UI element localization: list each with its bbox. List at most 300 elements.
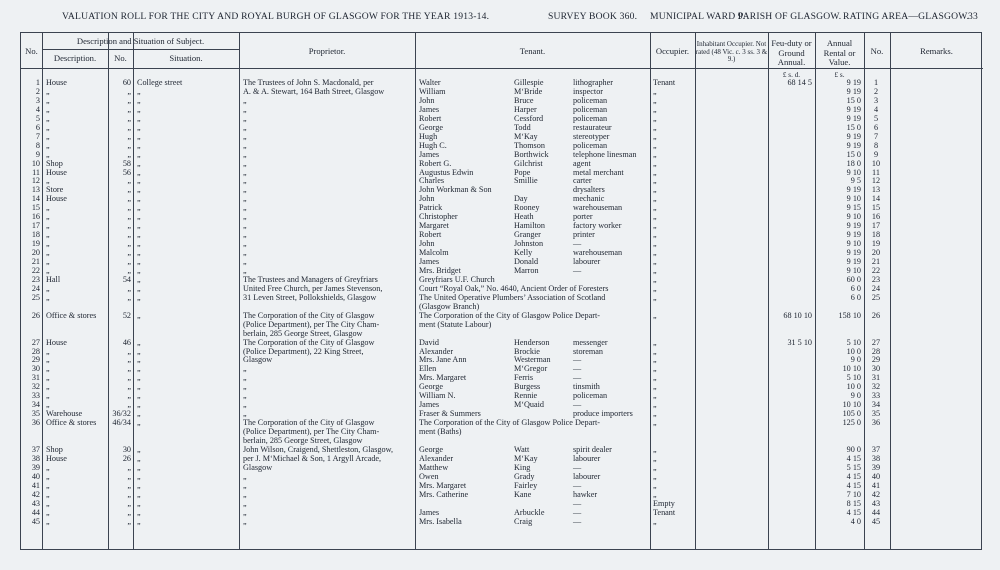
- description-cell: „: [46, 230, 50, 240]
- street-number-cell: „: [127, 400, 131, 410]
- proprietor-cell: The Corporation of the City of Glasgow: [243, 310, 375, 320]
- tenant-first-cell: William: [419, 86, 446, 96]
- tenant-last-cell: M‘Bride: [514, 86, 543, 96]
- street-number-cell: „: [127, 265, 131, 275]
- row-no-right: 37: [871, 444, 881, 454]
- situation-cell: „: [137, 507, 141, 517]
- occupier-cell: „: [653, 364, 657, 374]
- proprietor-cell: (Police Department), per The City Cham-: [243, 427, 380, 437]
- description-cell: „: [46, 462, 50, 472]
- tenant-last-cell: Rooney: [514, 203, 540, 213]
- situation-cell: „: [137, 230, 141, 240]
- tenant-last-cell: Grady: [514, 471, 535, 481]
- proprietor-cell: „: [243, 516, 247, 526]
- annual-value-cell: 90 0: [846, 444, 861, 454]
- col-street-no: No.: [114, 53, 127, 63]
- annual-value-cell: 4 15: [846, 471, 861, 481]
- table-row: [21, 222, 983, 231]
- row-no: 12: [31, 176, 40, 186]
- street-number-cell: 36/32: [112, 409, 131, 419]
- annual-value-cell: 5 10: [846, 337, 861, 347]
- proprietor-cell: The Trustees of John S. Macdonald, per: [243, 78, 374, 87]
- table-row: [21, 482, 983, 491]
- table-row: [21, 339, 983, 348]
- situation-cell: „: [137, 149, 141, 159]
- occupier-cell: „: [653, 462, 657, 472]
- situation-cell: „: [137, 337, 141, 347]
- row-no: 40: [31, 471, 40, 481]
- annual-value-cell: 9 19: [846, 78, 861, 87]
- street-number-cell: 60: [122, 78, 131, 87]
- description-cell: „: [46, 212, 50, 222]
- description-cell: „: [46, 86, 50, 96]
- occupier-cell: „: [653, 355, 657, 365]
- tenant-last-cell: Watt: [514, 444, 530, 454]
- occupier-cell: Tenant: [653, 78, 676, 87]
- page-header: [0, 0, 1000, 26]
- row-no-right: 27: [871, 337, 881, 347]
- annual-value-cell: 10 10: [842, 400, 861, 410]
- proprietor-cell: „: [243, 230, 247, 240]
- street-number-cell: 46/34: [112, 418, 131, 428]
- street-number-cell: 58: [122, 158, 131, 168]
- annual-value-cell: 9 10: [846, 167, 861, 177]
- table-row: [21, 312, 983, 321]
- street-number-cell: „: [127, 462, 131, 472]
- street-number-cell: „: [127, 373, 131, 383]
- proprietor-cell: (Police Department), per The City Cham-: [243, 319, 380, 329]
- occupation-cell: warehouseman: [573, 248, 623, 258]
- annual-value-cell: 4 15: [846, 453, 861, 463]
- col-no: No.: [25, 46, 38, 56]
- street-number-cell: 26: [122, 453, 131, 463]
- row-no: 24: [31, 283, 40, 293]
- street-number-cell: „: [127, 248, 131, 258]
- row-no: 19: [31, 239, 40, 249]
- tenant-first-cell: John: [419, 239, 435, 249]
- row-no: 30: [31, 364, 40, 374]
- description-cell: „: [46, 149, 50, 159]
- situation-cell: „: [137, 203, 141, 213]
- occupation-cell: policeman: [573, 95, 608, 105]
- occupation-cell: policeman: [573, 113, 608, 123]
- situation-cell: „: [137, 409, 141, 419]
- description-cell: „: [46, 131, 50, 141]
- table-row: [21, 348, 983, 357]
- annual-value-cell: 158 10: [838, 310, 861, 320]
- tenant-first-cell: Alexander: [419, 453, 454, 463]
- row-no: 28: [31, 346, 40, 356]
- occupation-cell: labourer: [573, 257, 601, 266]
- tenant-first-cell: Mrs. Catherine: [419, 489, 469, 499]
- description-cell: House: [46, 78, 67, 87]
- row-no-right: 33: [871, 391, 881, 401]
- occupation-cell: policeman: [573, 391, 608, 401]
- tenant-first-cell: James: [419, 149, 440, 159]
- proprietor-cell: „: [243, 95, 247, 105]
- annual-value-cell: 5 15: [846, 462, 861, 472]
- row-no-right: 20: [871, 248, 881, 258]
- description-cell: „: [46, 203, 50, 213]
- occupation-cell: printer: [573, 230, 595, 240]
- occupier-cell: „: [653, 203, 657, 213]
- annual-value-cell: 4 15: [846, 507, 861, 517]
- occupation-cell: —: [573, 355, 582, 365]
- occupier-cell: „: [653, 257, 657, 266]
- annual-value-cell: 9 19: [846, 257, 861, 266]
- street-number-cell: „: [127, 185, 131, 195]
- proprietor-cell: „: [243, 471, 247, 481]
- description-cell: „: [46, 221, 50, 231]
- situation-cell: „: [137, 140, 141, 150]
- occupier-cell: „: [653, 158, 657, 168]
- proprietor-cell: „: [243, 507, 247, 517]
- feu-duty-cell: 31 5 10: [787, 337, 812, 347]
- annual-value-cell: 9 19: [846, 230, 861, 240]
- row-no-right: 44: [871, 507, 881, 517]
- row-no-right: 34: [871, 400, 881, 410]
- tenant-first-cell: John: [419, 194, 435, 204]
- row-no-right: 11: [872, 167, 880, 177]
- rating-area: RATING AREA—GLASGOW.: [843, 11, 970, 22]
- row-no: 45: [31, 516, 40, 526]
- occupier-cell: Tenant: [653, 507, 676, 517]
- proprietor-cell: „: [243, 113, 247, 123]
- street-number-cell: „: [127, 498, 131, 508]
- table-row: [21, 151, 983, 160]
- tenant-last-cell: Thomson: [514, 140, 545, 150]
- row-no-right: 41: [871, 480, 881, 490]
- row-no: 34: [31, 400, 40, 410]
- street-number-cell: „: [127, 471, 131, 481]
- proprietor-cell: „: [243, 122, 247, 132]
- tenant-first-cell: Owen: [419, 471, 439, 481]
- table-row: [21, 115, 983, 124]
- proprietor-cell: „: [243, 158, 247, 168]
- annual-value-cell: 9 19: [846, 185, 861, 195]
- occupier-cell: „: [653, 113, 657, 123]
- tenant-last-cell: Gilchrist: [514, 158, 543, 168]
- tenant-first-cell: Robert: [419, 113, 442, 123]
- occupier-cell: „: [653, 400, 657, 410]
- description-cell: „: [46, 489, 50, 499]
- street-number-cell: „: [127, 257, 131, 266]
- tenant-first-cell: Alexander: [419, 346, 454, 356]
- situation-cell: „: [137, 113, 141, 123]
- occupation-cell: inspector: [573, 86, 604, 96]
- situation-cell: „: [137, 355, 141, 365]
- occupation-cell: —: [573, 507, 582, 517]
- table-row: [21, 509, 983, 518]
- table-row: [21, 321, 983, 330]
- occupier-cell: „: [653, 167, 657, 177]
- tenant-first-cell: James: [419, 507, 440, 517]
- row-no: 33: [31, 391, 40, 401]
- row-no-right: 30: [871, 364, 881, 374]
- table-row: [21, 365, 983, 374]
- description-cell: Warehouse: [46, 409, 83, 419]
- tenant-first-cell: Margaret: [419, 221, 449, 231]
- tenant-last-cell: Fairley: [514, 480, 538, 490]
- col-feu-duty: Feu-duty or Ground Annual.: [771, 38, 812, 67]
- col-proprietor: Proprietor.: [308, 46, 346, 56]
- description-cell: „: [46, 516, 50, 526]
- occupation-cell: —: [573, 239, 582, 249]
- table-row: [21, 330, 983, 339]
- situation-cell: „: [137, 444, 141, 454]
- row-no-right: 39: [871, 462, 881, 472]
- feu-duty-cell: 68 14 5: [787, 78, 812, 87]
- street-number-cell: 54: [122, 274, 131, 284]
- row-no-right: 28: [871, 346, 881, 356]
- tenant-first-cell: ment (Baths): [419, 427, 462, 437]
- occupation-cell: —: [573, 516, 582, 526]
- street-number-cell: „: [127, 113, 131, 123]
- table-row: [21, 177, 983, 186]
- row-no: 44: [31, 507, 40, 517]
- row-no-right: 22: [871, 265, 881, 275]
- row-no-right: 42: [871, 489, 881, 499]
- occupation-cell: hawker: [573, 489, 598, 499]
- street-number-cell: „: [127, 382, 131, 392]
- row-no: 23: [31, 274, 40, 284]
- tenant-last-cell: M‘Gregor: [514, 364, 548, 374]
- row-no: 7: [35, 131, 40, 141]
- table-row: [21, 169, 983, 178]
- table-row: [21, 231, 983, 240]
- proprietor-cell: The Corporation of the City of Glasgow: [243, 337, 375, 347]
- table-row: [21, 240, 983, 249]
- description-cell: House: [46, 453, 67, 463]
- street-number-cell: „: [127, 140, 131, 150]
- tenant-first-cell: Mrs. Isabella: [419, 516, 462, 526]
- proprietor-cell: „: [243, 239, 247, 249]
- description-cell: House: [46, 337, 67, 347]
- row-no: 11: [32, 167, 40, 177]
- row-no-right: 40: [871, 471, 881, 481]
- tenant-last-cell: Henderson: [514, 337, 550, 347]
- row-no-right: 18: [871, 230, 881, 240]
- situation-cell: „: [137, 400, 141, 410]
- tenant-first-cell: The United Operative Plumbers’ Association of Scotland: [419, 292, 606, 302]
- description-cell: „: [46, 248, 50, 258]
- street-number-cell: 56: [122, 167, 131, 177]
- table-row: [21, 106, 983, 115]
- occupation-cell: policeman: [573, 140, 608, 150]
- occupation-cell: factory worker: [573, 221, 622, 231]
- situation-cell: „: [137, 453, 141, 463]
- description-cell: „: [46, 140, 50, 150]
- street-number-cell: „: [127, 176, 131, 186]
- description-cell: Shop: [46, 444, 63, 454]
- table-row: [21, 392, 983, 401]
- occupier-cell: „: [653, 149, 657, 159]
- proprietor-cell: Glasgow: [243, 462, 273, 472]
- street-number-cell: „: [127, 230, 131, 240]
- occupation-cell: —: [573, 498, 582, 508]
- occupation-cell: —: [573, 373, 582, 383]
- street-number-cell: „: [127, 346, 131, 356]
- occupation-cell: —: [573, 480, 582, 490]
- proprietor-cell: per J. M‘Michael & Son, 1 Argyll Arcade,: [243, 453, 382, 463]
- tenant-first-cell: Robert: [419, 230, 442, 240]
- row-no-right: 23: [871, 274, 881, 284]
- occupier-cell: „: [653, 310, 657, 320]
- tenant-first-cell: James: [419, 400, 440, 410]
- situation-cell: „: [137, 185, 141, 195]
- situation-cell: „: [137, 382, 141, 392]
- annual-value-cell: 10 10: [842, 364, 861, 374]
- street-number-cell: „: [127, 194, 131, 204]
- situation-cell: „: [137, 283, 141, 293]
- proprietor-cell: „: [243, 498, 247, 508]
- description-cell: „: [46, 95, 50, 105]
- table-row: [21, 195, 983, 204]
- occupation-cell: lithographer: [573, 78, 614, 87]
- row-no-right: 24: [871, 283, 881, 293]
- occupation-cell: —: [573, 364, 582, 374]
- tenant-first-cell: Mrs. Margaret: [419, 373, 467, 383]
- tenant-first-cell: Fraser & Summers: [419, 409, 481, 419]
- situation-cell: „: [137, 310, 141, 320]
- occupier-cell: „: [653, 283, 657, 293]
- row-no: 31: [31, 373, 40, 383]
- table-row: [21, 294, 983, 303]
- row-no: 17: [31, 221, 40, 231]
- row-no: 21: [31, 257, 40, 266]
- row-no: 39: [31, 462, 40, 472]
- row-no-right: 12: [871, 176, 881, 186]
- occupation-cell: agent: [573, 158, 591, 168]
- occupation-cell: policeman: [573, 104, 608, 114]
- tenant-first-cell: The Corporation of the City of Glasgow Police Depart-: [419, 310, 600, 320]
- annual-value-cell: 6 0: [850, 283, 861, 293]
- annual-value-cell: 4 15: [846, 480, 861, 490]
- situation-cell: „: [137, 239, 141, 249]
- row-no: 18: [31, 230, 40, 240]
- proprietor-cell: „: [243, 212, 247, 222]
- occupation-cell: mechanic: [573, 194, 605, 204]
- annual-units: £ s.: [834, 71, 845, 79]
- occupier-cell: „: [653, 86, 657, 96]
- street-number-cell: „: [127, 507, 131, 517]
- col-inhabitant-occupier: Inhabitant Occupier. Not rated (48 Vic. c. 3 ss. 3 & 9.): [695, 40, 768, 64]
- table-row: [21, 88, 983, 97]
- row-no: 4: [35, 104, 40, 114]
- row-no: 13: [31, 185, 40, 195]
- row-no: 25: [31, 292, 40, 302]
- tenant-last-cell: Rennie: [514, 391, 538, 401]
- tenant-last-cell: King: [514, 462, 531, 472]
- description-cell: „: [46, 373, 50, 383]
- street-number-cell: „: [127, 364, 131, 374]
- occupier-cell: „: [653, 292, 657, 302]
- table-row: [21, 428, 983, 437]
- survey-book: SURVEY BOOK 360.: [548, 11, 638, 22]
- row-no: 2: [35, 86, 40, 96]
- description-cell: „: [46, 265, 50, 275]
- feu-duty-cell: 68 10 10: [783, 310, 812, 320]
- row-no: 8: [35, 140, 40, 150]
- table-row: [21, 133, 983, 142]
- row-no-right: 43: [871, 498, 881, 508]
- occupation-cell: porter: [573, 212, 593, 222]
- row-no-right: 35: [871, 409, 881, 419]
- row-no: 5: [35, 113, 40, 123]
- table-row: [21, 383, 983, 392]
- proprietor-cell: „: [243, 400, 247, 410]
- tenant-last-cell: Craig: [514, 516, 533, 526]
- street-number-cell: 30: [122, 444, 131, 454]
- row-no: 42: [31, 489, 40, 499]
- col-tenant: Tenant.: [519, 46, 546, 56]
- occupier-cell: „: [653, 248, 657, 258]
- tenant-last-cell: Kelly: [514, 248, 533, 258]
- tenant-first-cell: George: [419, 382, 443, 392]
- tenant-first-cell: The Corporation of the City of Glasgow Police Depart-: [419, 418, 600, 428]
- description-cell: Hall: [46, 274, 61, 284]
- tenant-first-cell: Augustus Edwin: [419, 167, 474, 177]
- tenant-first-cell: Mrs. Bridget: [419, 265, 461, 275]
- proprietor-cell: „: [243, 149, 247, 159]
- table-row: [21, 455, 983, 464]
- annual-value-cell: 9 5: [850, 176, 861, 186]
- situation-cell: „: [137, 212, 141, 222]
- col-occupier: Occupier.: [655, 46, 690, 56]
- proprietor-cell: berlain, 285 George Street, Glasgow: [243, 436, 363, 445]
- row-no-right: 25: [871, 292, 881, 302]
- table-row: [21, 401, 983, 410]
- description-cell: „: [46, 480, 50, 490]
- annual-value-cell: 5 10: [846, 373, 861, 383]
- proprietor-cell: „: [243, 409, 247, 419]
- feu-units: £ s. d.: [782, 71, 801, 79]
- occupier-cell: Empty: [653, 498, 675, 508]
- row-no-right: 14: [871, 194, 881, 204]
- page-title: VALUATION ROLL FOR THE CITY AND ROYAL BURGH OF GLASGOW FOR THE YEAR 1913-14.: [62, 11, 490, 22]
- situation-cell: „: [137, 104, 141, 114]
- tenant-first-cell: Charles: [419, 176, 445, 186]
- valuation-table: [20, 32, 982, 550]
- row-no-right: 2: [873, 86, 879, 96]
- table-row: [21, 464, 983, 473]
- row-no: 29: [31, 355, 40, 365]
- row-no-right: 32: [871, 382, 881, 392]
- occupier-cell: „: [653, 176, 657, 186]
- row-no: 3: [35, 95, 40, 105]
- table-row: [21, 79, 983, 88]
- occupier-cell: „: [653, 131, 657, 141]
- description-cell: „: [46, 239, 50, 249]
- tenant-first-cell: David: [419, 337, 440, 347]
- street-number-cell: „: [127, 221, 131, 231]
- tenant-last-cell: Day: [514, 194, 528, 204]
- occupation-cell: telephone linesman: [573, 149, 637, 159]
- table-row: [21, 160, 983, 169]
- tenant-first-cell: Greyfriars U.F. Church: [419, 274, 495, 284]
- situation-cell: „: [137, 221, 141, 231]
- tenant-first-cell: Robert G.: [419, 158, 452, 168]
- annual-value-cell: 9 0: [850, 355, 861, 365]
- annual-value-cell: 9 19: [846, 221, 861, 231]
- col-situation: Situation.: [169, 53, 203, 63]
- annual-value-cell: 9 15: [846, 203, 861, 213]
- col-description: Description.: [53, 53, 97, 63]
- occupier-cell: „: [653, 265, 657, 275]
- description-cell: „: [46, 346, 50, 356]
- row-no: 16: [31, 212, 40, 222]
- situation-cell: „: [137, 248, 141, 258]
